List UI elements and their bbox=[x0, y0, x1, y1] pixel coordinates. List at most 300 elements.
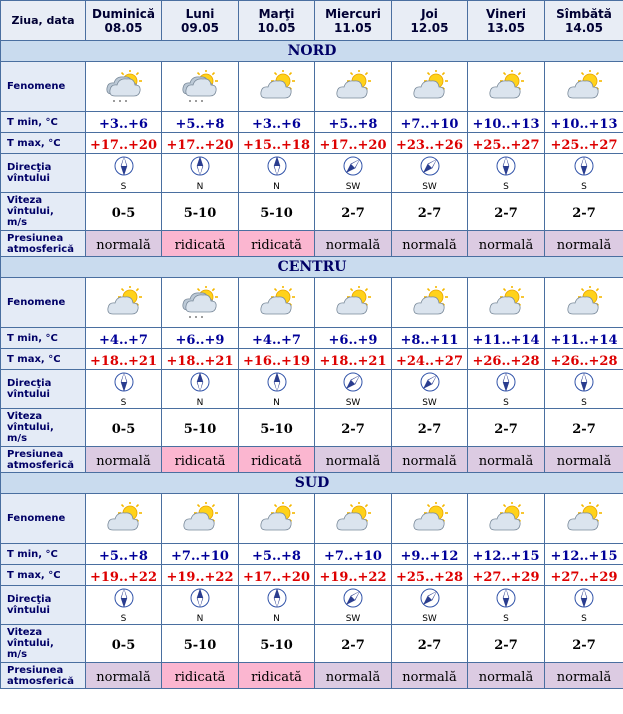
wind-speed-cell bbox=[315, 193, 392, 231]
wind-direction-cell bbox=[468, 154, 545, 193]
wind-speed-cell bbox=[392, 625, 468, 663]
wind-direction bbox=[239, 155, 314, 192]
tmin-cell bbox=[392, 112, 468, 133]
wind-direction bbox=[162, 155, 238, 192]
tmin-cell bbox=[315, 112, 392, 133]
phenomena-row bbox=[1, 278, 623, 328]
tmin-cell bbox=[86, 112, 162, 133]
pressure-cell bbox=[392, 447, 468, 473]
tmax-label: T max, °C bbox=[7, 137, 61, 149]
pressure-row bbox=[1, 663, 623, 689]
wind-speed-label: Viteza bbox=[7, 195, 43, 206]
wind-speed-value: 0-5 bbox=[111, 206, 136, 221]
sun-cloud-icon bbox=[545, 70, 623, 104]
tmin-cell bbox=[468, 328, 545, 349]
day-date: 08.05 bbox=[104, 20, 143, 35]
row-label bbox=[1, 565, 86, 586]
pressure-row bbox=[1, 231, 623, 257]
phenomena-cell bbox=[392, 278, 468, 328]
wind-speed-value: 5-10 bbox=[260, 422, 293, 437]
tmin-label: T min, °C bbox=[7, 548, 58, 560]
wind-direction-label: vîntului bbox=[7, 389, 50, 400]
tmin-cell bbox=[239, 112, 315, 133]
pressure-value: normală bbox=[478, 454, 534, 469]
tmax-cell bbox=[162, 349, 239, 370]
wind-direction-text: SW bbox=[422, 613, 437, 624]
tmin-value: +4..+7 bbox=[99, 332, 148, 348]
tmax-row bbox=[1, 349, 623, 370]
pressure-cell bbox=[468, 663, 545, 689]
pressure-cell bbox=[468, 447, 545, 473]
day-header bbox=[162, 1, 239, 41]
day-header bbox=[86, 1, 162, 41]
phenomena-cell bbox=[86, 278, 162, 328]
pressure-cell bbox=[239, 231, 315, 257]
tmax-cell bbox=[239, 349, 315, 370]
tmin-value: +6..+9 bbox=[175, 332, 225, 348]
wind-direction-text: SW bbox=[422, 397, 437, 408]
compass-arrow-icon bbox=[342, 155, 364, 181]
phenomena-cell bbox=[162, 494, 239, 544]
pressure-cell bbox=[162, 663, 239, 689]
compass-arrow-icon bbox=[419, 587, 441, 613]
wind-direction-cell bbox=[468, 370, 545, 409]
row-label bbox=[1, 154, 86, 193]
sun-cloud-icon bbox=[239, 70, 314, 104]
phenomena-cell bbox=[162, 278, 239, 328]
wind-speed-label: m/s bbox=[7, 433, 28, 444]
wind-direction bbox=[468, 587, 544, 624]
wind-speed-cell bbox=[392, 409, 468, 447]
pressure-value: ridicată bbox=[174, 670, 226, 685]
tmin-cell bbox=[545, 328, 623, 349]
tmax-value: +19..+22 bbox=[89, 569, 158, 585]
phenomena-cell bbox=[468, 62, 545, 112]
day-name: Marţi bbox=[258, 6, 295, 21]
tmax-value: +25..+28 bbox=[395, 569, 464, 585]
wind-direction-cell bbox=[86, 370, 162, 409]
sun-cloud-icon bbox=[545, 286, 623, 320]
wind-direction bbox=[545, 587, 623, 624]
pressure-cell bbox=[392, 231, 468, 257]
day-name: Vineri bbox=[486, 6, 526, 21]
sun-cloud-icon bbox=[239, 286, 314, 320]
tmin-value: +11..+14 bbox=[472, 332, 540, 348]
wind-direction bbox=[392, 155, 467, 192]
day-name: Duminică bbox=[92, 6, 155, 21]
wind-direction-cell bbox=[468, 586, 545, 625]
tmax-value: +26..+28 bbox=[472, 353, 540, 369]
sun-cloud-icon bbox=[162, 502, 238, 536]
region-title bbox=[1, 257, 623, 278]
sun-cloud-icon bbox=[315, 502, 391, 536]
wind-direction-cell bbox=[162, 154, 239, 193]
wind-speed-cell bbox=[162, 409, 239, 447]
pressure-value: normală bbox=[96, 238, 151, 253]
phenomena-cell bbox=[239, 62, 315, 112]
pressure-label: atmosferică bbox=[7, 243, 74, 255]
wind-direction-text: N bbox=[273, 397, 280, 408]
wind-direction bbox=[239, 371, 314, 408]
tmax-value: +15..+18 bbox=[242, 137, 311, 153]
wind-direction-text: N bbox=[273, 181, 280, 192]
wind-speed-cell bbox=[239, 409, 315, 447]
wind-direction bbox=[545, 371, 623, 408]
wind-direction-text: S bbox=[503, 397, 509, 408]
wind-direction bbox=[86, 155, 161, 192]
wind-direction-text: SW bbox=[345, 181, 361, 192]
cloud-sun-snow-icon bbox=[162, 286, 238, 320]
phenomena-row bbox=[1, 62, 623, 112]
sun-cloud-icon bbox=[468, 286, 544, 320]
pressure-row bbox=[1, 447, 623, 473]
wind-direction-cell bbox=[545, 586, 623, 625]
row-label bbox=[1, 544, 86, 565]
sun-cloud-icon bbox=[315, 70, 391, 104]
tmin-cell bbox=[86, 544, 162, 565]
phenomena-cell bbox=[162, 62, 239, 112]
tmin-value: +5..+8 bbox=[175, 116, 225, 132]
wind-direction bbox=[162, 587, 238, 624]
pressure-cell bbox=[239, 447, 315, 473]
row-label bbox=[1, 112, 86, 133]
sun-cloud-icon bbox=[392, 286, 467, 320]
wind-direction-text: SW bbox=[345, 397, 361, 408]
tmin-value: +7..+10 bbox=[324, 548, 382, 564]
tmax-value: +19..+22 bbox=[166, 569, 234, 585]
sun-cloud-icon bbox=[392, 502, 467, 536]
phenomena-cell bbox=[315, 62, 392, 112]
phenomena-cell bbox=[315, 494, 392, 544]
pressure-label: Presiunea bbox=[7, 664, 64, 676]
wind-speed-cell bbox=[162, 625, 239, 663]
wind-direction-text: S bbox=[581, 613, 587, 624]
wind-direction bbox=[162, 371, 238, 408]
pressure-cell bbox=[392, 663, 468, 689]
phenomena-label: Fenomene bbox=[7, 513, 66, 524]
pressure-label: Presiunea bbox=[7, 448, 64, 460]
wind-speed-value: 5-10 bbox=[183, 422, 217, 437]
corner-cell bbox=[1, 1, 86, 41]
pressure-cell bbox=[468, 231, 545, 257]
wind-direction-text: S bbox=[581, 181, 587, 192]
wind-speed-label: vîntului, bbox=[7, 638, 54, 649]
day-name: Luni bbox=[185, 6, 215, 21]
row-label bbox=[1, 447, 86, 473]
wind-direction-text: SW bbox=[422, 181, 437, 192]
phenomena-row bbox=[1, 494, 623, 544]
sun-cloud-icon bbox=[315, 286, 391, 320]
tmax-cell bbox=[86, 349, 162, 370]
day-date: 10.05 bbox=[257, 20, 296, 35]
day-header bbox=[545, 1, 623, 41]
wind-direction bbox=[86, 587, 161, 624]
compass-arrow-icon bbox=[419, 371, 441, 397]
wind-speed-value: 2-7 bbox=[494, 206, 518, 221]
pressure-value: ridicată bbox=[251, 238, 302, 253]
compass-arrow-icon bbox=[189, 155, 211, 181]
wind-speed-value: 2-7 bbox=[572, 206, 596, 221]
compass-arrow-icon bbox=[113, 587, 135, 613]
row-label bbox=[1, 409, 86, 447]
pressure-cell bbox=[545, 447, 623, 473]
tmax-cell bbox=[545, 349, 623, 370]
pressure-cell bbox=[86, 231, 162, 257]
corner-label: Ziua, data bbox=[11, 13, 75, 27]
row-label bbox=[1, 193, 86, 231]
cloud-sun-snow-icon bbox=[162, 70, 238, 104]
pressure-cell bbox=[162, 231, 239, 257]
compass-arrow-icon bbox=[266, 155, 288, 181]
wind-speed-value: 2-7 bbox=[494, 422, 518, 437]
wind-direction bbox=[468, 371, 544, 408]
tmax-cell bbox=[392, 565, 468, 586]
sun-cloud-icon bbox=[239, 502, 314, 536]
tmin-value: +5..+8 bbox=[99, 548, 148, 564]
tmax-value: +26..+28 bbox=[550, 353, 618, 369]
tmin-value: +3..+6 bbox=[252, 116, 301, 132]
tmin-value: +3..+6 bbox=[99, 116, 148, 132]
sun-cloud-icon bbox=[545, 502, 623, 536]
wind-speed-value: 2-7 bbox=[417, 206, 442, 221]
pressure-cell bbox=[315, 231, 392, 257]
wind-speed-value: 2-7 bbox=[341, 422, 365, 437]
tmin-value: +10..+13 bbox=[550, 116, 618, 132]
phenomena-label: Fenomene bbox=[7, 81, 66, 92]
tmin-cell bbox=[162, 112, 239, 133]
tmax-value: +17..+20 bbox=[166, 137, 234, 153]
compass-arrow-icon bbox=[419, 155, 441, 181]
tmin-row bbox=[1, 112, 623, 133]
tmax-cell bbox=[315, 565, 392, 586]
tmin-value: +8..+11 bbox=[400, 332, 459, 348]
phenomena-cell bbox=[545, 494, 623, 544]
wind-speed-value: 5-10 bbox=[260, 638, 293, 653]
tmax-cell bbox=[392, 133, 468, 154]
tmin-value: +4..+7 bbox=[252, 332, 301, 348]
tmin-cell bbox=[468, 112, 545, 133]
tmin-row bbox=[1, 328, 623, 349]
wind-direction-text: S bbox=[581, 397, 587, 408]
tmax-value: +23..+26 bbox=[395, 137, 464, 153]
day-header bbox=[315, 1, 392, 41]
tmin-value: +9..+12 bbox=[400, 548, 459, 564]
day-header bbox=[468, 1, 545, 41]
day-name: Joi bbox=[421, 6, 438, 21]
tmin-cell bbox=[86, 328, 162, 349]
wind-direction-text: S bbox=[503, 181, 509, 192]
wind-direction-label: Direcţia bbox=[7, 162, 52, 173]
wind-direction-text: S bbox=[120, 613, 127, 624]
wind-speed-cell bbox=[468, 193, 545, 231]
wind-speed-cell bbox=[315, 625, 392, 663]
tmin-value: +11..+14 bbox=[550, 332, 618, 348]
tmax-cell bbox=[545, 565, 623, 586]
tmin-label: T min, °C bbox=[7, 332, 58, 344]
pressure-value: ridicată bbox=[174, 454, 226, 469]
day-date: 13.05 bbox=[487, 20, 525, 35]
pressure-value: normală bbox=[325, 454, 381, 469]
wind-direction-label: vîntului bbox=[7, 173, 50, 184]
pressure-value: normală bbox=[325, 238, 381, 253]
compass-arrow-icon bbox=[342, 587, 364, 613]
tmin-cell bbox=[545, 112, 623, 133]
wind-speed-value: 5-10 bbox=[183, 638, 217, 653]
wind-speed-label: Viteza bbox=[7, 627, 43, 638]
wind-direction-cell bbox=[86, 586, 162, 625]
compass-arrow-icon bbox=[573, 371, 595, 397]
wind-speed-label: vîntului, bbox=[7, 422, 54, 433]
day-header bbox=[239, 1, 315, 41]
wind-direction bbox=[315, 155, 391, 192]
tmin-row bbox=[1, 544, 623, 565]
tmax-cell bbox=[315, 133, 392, 154]
phenomena-cell bbox=[86, 494, 162, 544]
tmax-cell bbox=[162, 133, 239, 154]
wind-direction bbox=[315, 371, 391, 408]
tmax-value: +18..+21 bbox=[89, 353, 158, 369]
wind-speed-cell bbox=[86, 193, 162, 231]
wind-speed-cell bbox=[315, 409, 392, 447]
wind-speed-value: 2-7 bbox=[572, 422, 596, 437]
wind-speed-row bbox=[1, 193, 623, 231]
wind-speed-value: 0-5 bbox=[111, 638, 136, 653]
row-label bbox=[1, 62, 86, 112]
tmax-value: +18..+21 bbox=[166, 353, 234, 369]
tmax-cell bbox=[86, 133, 162, 154]
phenomena-cell bbox=[545, 62, 623, 112]
wind-speed-cell bbox=[545, 409, 623, 447]
sun-cloud-icon bbox=[468, 502, 544, 536]
compass-arrow-icon bbox=[573, 155, 595, 181]
wind-direction-cell bbox=[239, 154, 315, 193]
wind-direction-text: S bbox=[120, 181, 127, 192]
region-name: SUD bbox=[294, 475, 330, 491]
wind-speed-cell bbox=[545, 625, 623, 663]
pressure-cell bbox=[315, 663, 392, 689]
tmax-value: +27..+29 bbox=[472, 569, 540, 585]
wind-direction-cell bbox=[545, 370, 623, 409]
row-label bbox=[1, 663, 86, 689]
day-date: 11.05 bbox=[334, 20, 372, 35]
tmax-value: +25..+27 bbox=[472, 137, 540, 153]
tmin-label: T min, °C bbox=[7, 116, 58, 128]
tmax-cell bbox=[162, 565, 239, 586]
wind-speed-cell bbox=[392, 193, 468, 231]
pressure-value: normală bbox=[96, 670, 151, 685]
tmin-cell bbox=[392, 328, 468, 349]
tmax-value: +16..+19 bbox=[242, 353, 311, 369]
region-title bbox=[1, 473, 623, 494]
pressure-cell bbox=[545, 663, 623, 689]
tmax-value: +18..+21 bbox=[319, 353, 387, 369]
wind-direction bbox=[239, 587, 314, 624]
wind-speed-row bbox=[1, 409, 623, 447]
tmax-cell bbox=[468, 349, 545, 370]
wind-speed-label: Viteza bbox=[7, 411, 43, 422]
tmax-value: +17..+20 bbox=[242, 569, 311, 585]
phenomena-cell bbox=[86, 62, 162, 112]
tmax-label: T max, °C bbox=[7, 569, 61, 581]
tmax-value: +24..+27 bbox=[395, 353, 464, 369]
wind-speed-cell bbox=[468, 409, 545, 447]
compass-arrow-icon bbox=[266, 587, 288, 613]
phenomena-cell bbox=[392, 494, 468, 544]
row-label bbox=[1, 231, 86, 257]
tmax-value: +19..+22 bbox=[319, 569, 387, 585]
wind-speed-cell bbox=[239, 625, 315, 663]
tmin-value: +5..+8 bbox=[252, 548, 301, 564]
wind-direction-cell bbox=[162, 586, 239, 625]
compass-arrow-icon bbox=[573, 587, 595, 613]
wind-direction-text: S bbox=[120, 397, 127, 408]
row-label bbox=[1, 625, 86, 663]
sun-cloud-icon bbox=[468, 70, 544, 104]
wind-direction-cell bbox=[162, 370, 239, 409]
phenomena-cell bbox=[315, 278, 392, 328]
tmax-value: +17..+20 bbox=[89, 137, 158, 153]
wind-speed-label: m/s bbox=[7, 649, 28, 660]
region-name: NORD bbox=[287, 43, 337, 59]
wind-speed-row bbox=[1, 625, 623, 663]
tmin-value: +10..+13 bbox=[472, 116, 540, 132]
pressure-cell bbox=[545, 231, 623, 257]
pressure-value: normală bbox=[556, 454, 612, 469]
region-row bbox=[1, 473, 623, 494]
row-label bbox=[1, 586, 86, 625]
wind-speed-label: vîntului, bbox=[7, 206, 54, 217]
tmin-value: +12..+15 bbox=[472, 548, 540, 564]
pressure-value: normală bbox=[402, 238, 457, 253]
row-label bbox=[1, 494, 86, 544]
compass-arrow-icon bbox=[495, 371, 517, 397]
tmax-label: T max, °C bbox=[7, 353, 61, 365]
pressure-value: normală bbox=[478, 670, 534, 685]
pressure-cell bbox=[315, 447, 392, 473]
pressure-value: normală bbox=[402, 454, 457, 469]
tmin-cell bbox=[239, 328, 315, 349]
tmin-cell bbox=[315, 544, 392, 565]
tmin-value: +5..+8 bbox=[328, 116, 378, 132]
tmax-cell bbox=[86, 565, 162, 586]
wind-speed-value: 2-7 bbox=[341, 638, 365, 653]
tmax-row bbox=[1, 133, 623, 154]
tmin-cell bbox=[162, 544, 239, 565]
wind-direction-label: Direcţia bbox=[7, 594, 52, 605]
pressure-value: ridicată bbox=[251, 454, 302, 469]
tmax-cell bbox=[392, 349, 468, 370]
tmax-cell bbox=[545, 133, 623, 154]
phenomena-label: Fenomene bbox=[7, 297, 66, 308]
compass-arrow-icon bbox=[266, 371, 288, 397]
wind-direction bbox=[545, 155, 623, 192]
pressure-value: normală bbox=[478, 238, 534, 253]
pressure-value: normală bbox=[556, 238, 612, 253]
pressure-cell bbox=[86, 663, 162, 689]
wind-speed-value: 2-7 bbox=[494, 638, 518, 653]
wind-direction-text: SW bbox=[345, 613, 361, 624]
pressure-label: Presiunea bbox=[7, 232, 64, 244]
tmin-cell bbox=[468, 544, 545, 565]
row-label bbox=[1, 278, 86, 328]
wind-direction-cell bbox=[239, 370, 315, 409]
pressure-value: normală bbox=[556, 670, 612, 685]
tmax-value: +17..+20 bbox=[319, 137, 387, 153]
tmin-cell bbox=[315, 328, 392, 349]
region-title bbox=[1, 41, 623, 62]
row-label bbox=[1, 370, 86, 409]
wind-speed-value: 5-10 bbox=[183, 206, 217, 221]
